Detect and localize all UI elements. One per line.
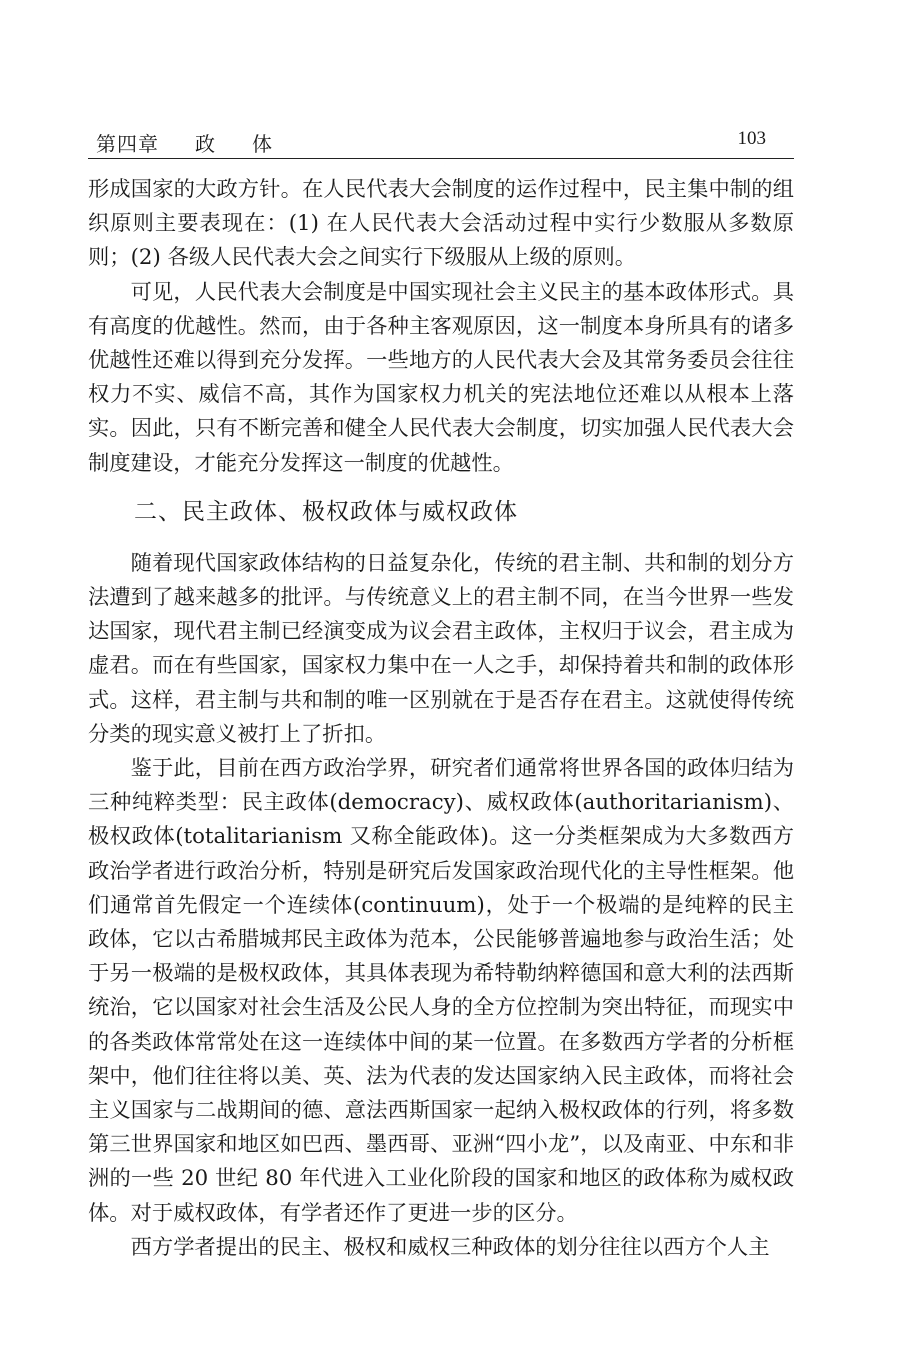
running-header	[88, 118, 794, 159]
paragraph: 形成国家的大政方针。在人民代表大会制度的运作过程中，民主集中制的组织原则主要表现在：(1) 在人民代表大会活动过程中实行少数服从多数原则；(2) 各级人民代表大会之间实行下级服从上级的原则。	[88, 177, 794, 271]
paragraph: 西方学者提出的民主、极权和威权三种政体的划分往往以西方个人主	[130, 1234, 770, 1260]
chapter-heading	[96, 128, 273, 157]
chapter-label: 第四章	[96, 132, 159, 156]
section-heading: 二、民主政体、极权政体与威权政体	[134, 498, 518, 525]
body-text	[88, 173, 794, 1265]
paragraph: 可见，人民代表大会制度是中国实现社会主义民主的基本政体形式。具有高度的优越性。然而，由于各种主客观原因，这一制度本身所具有的诸多优越性还难以得到充分发挥。一些地方的人民代表大会及其常务委员会往往权力不实、威信不高，其作为国家权力机关的宪法地位还难以从根本上落实。因此，只有不断完善和健全人民代表大会制度，切实加强人民代表大会制度建设，才能充分发挥这一制度的优越性。	[88, 279, 794, 476]
paragraph: 随着现代国家政体结构的日益复杂化，传统的君主制、共和制的划分方法遭到了越来越多的批评。与传统意义上的君主制不同，在当今世界一些发达国家，现代君主制已经演变成为议会君主政体，主权归于议会，君主成为虚君。而在有些国家，国家权力集中在一人之手，却保持着共和制的政体形式。这样，君主制与共和制的唯一区别就在于是否存在君主。这就使得传统分类的现实意义被打上了折扣。	[88, 550, 794, 747]
chapter-title-part2: 体	[252, 132, 273, 156]
paragraph: 鉴于此，目前在西方政治学界，研究者们通常将世界各国的政体归结为三种纯粹类型：民主政体(democracy)、威权政体(authoritarianism)、极权政体(totalitarianism 又称全能政体)。这一分类框架成为大多数西方政治学者进行政治分析，特别是研究后发国家政治现代化的主导性框架。他们通常首先假定一个连续体(continuum)，处于一个极端的是纯粹的民主政体，它以古希腊城邦民主政体为范本，公民能够普遍地参与政治生活；处于另一极端的是极权政体，其具体表现为希特勒纳粹德国和意大利的法西斯统治，它以国家对社会生活及公民人身的全方位控制为突出特征，而现实中的各类政体常常处在这一连续体中间的某一位置。在多数西方学者的分析框架中，他们往往将以美、英、法为代表的发达国家纳入民主政体，而将社会主义国家与二战期间的德、意法西斯国家一起纳入极权政体的行列，将多数第三世界国家和地区如巴西、墨西哥、亚洲“四小龙”，以及南亚、中东和非洲的一些 20 世纪 80 年代进入工业化阶段的国家和地区的政体称为威权政体。对于威权政体，有学者还作了更进一步的区分。	[88, 756, 794, 1226]
chapter-title-part1: 政	[195, 132, 216, 156]
book-page	[88, 118, 794, 1265]
page-number: 103	[737, 128, 766, 149]
